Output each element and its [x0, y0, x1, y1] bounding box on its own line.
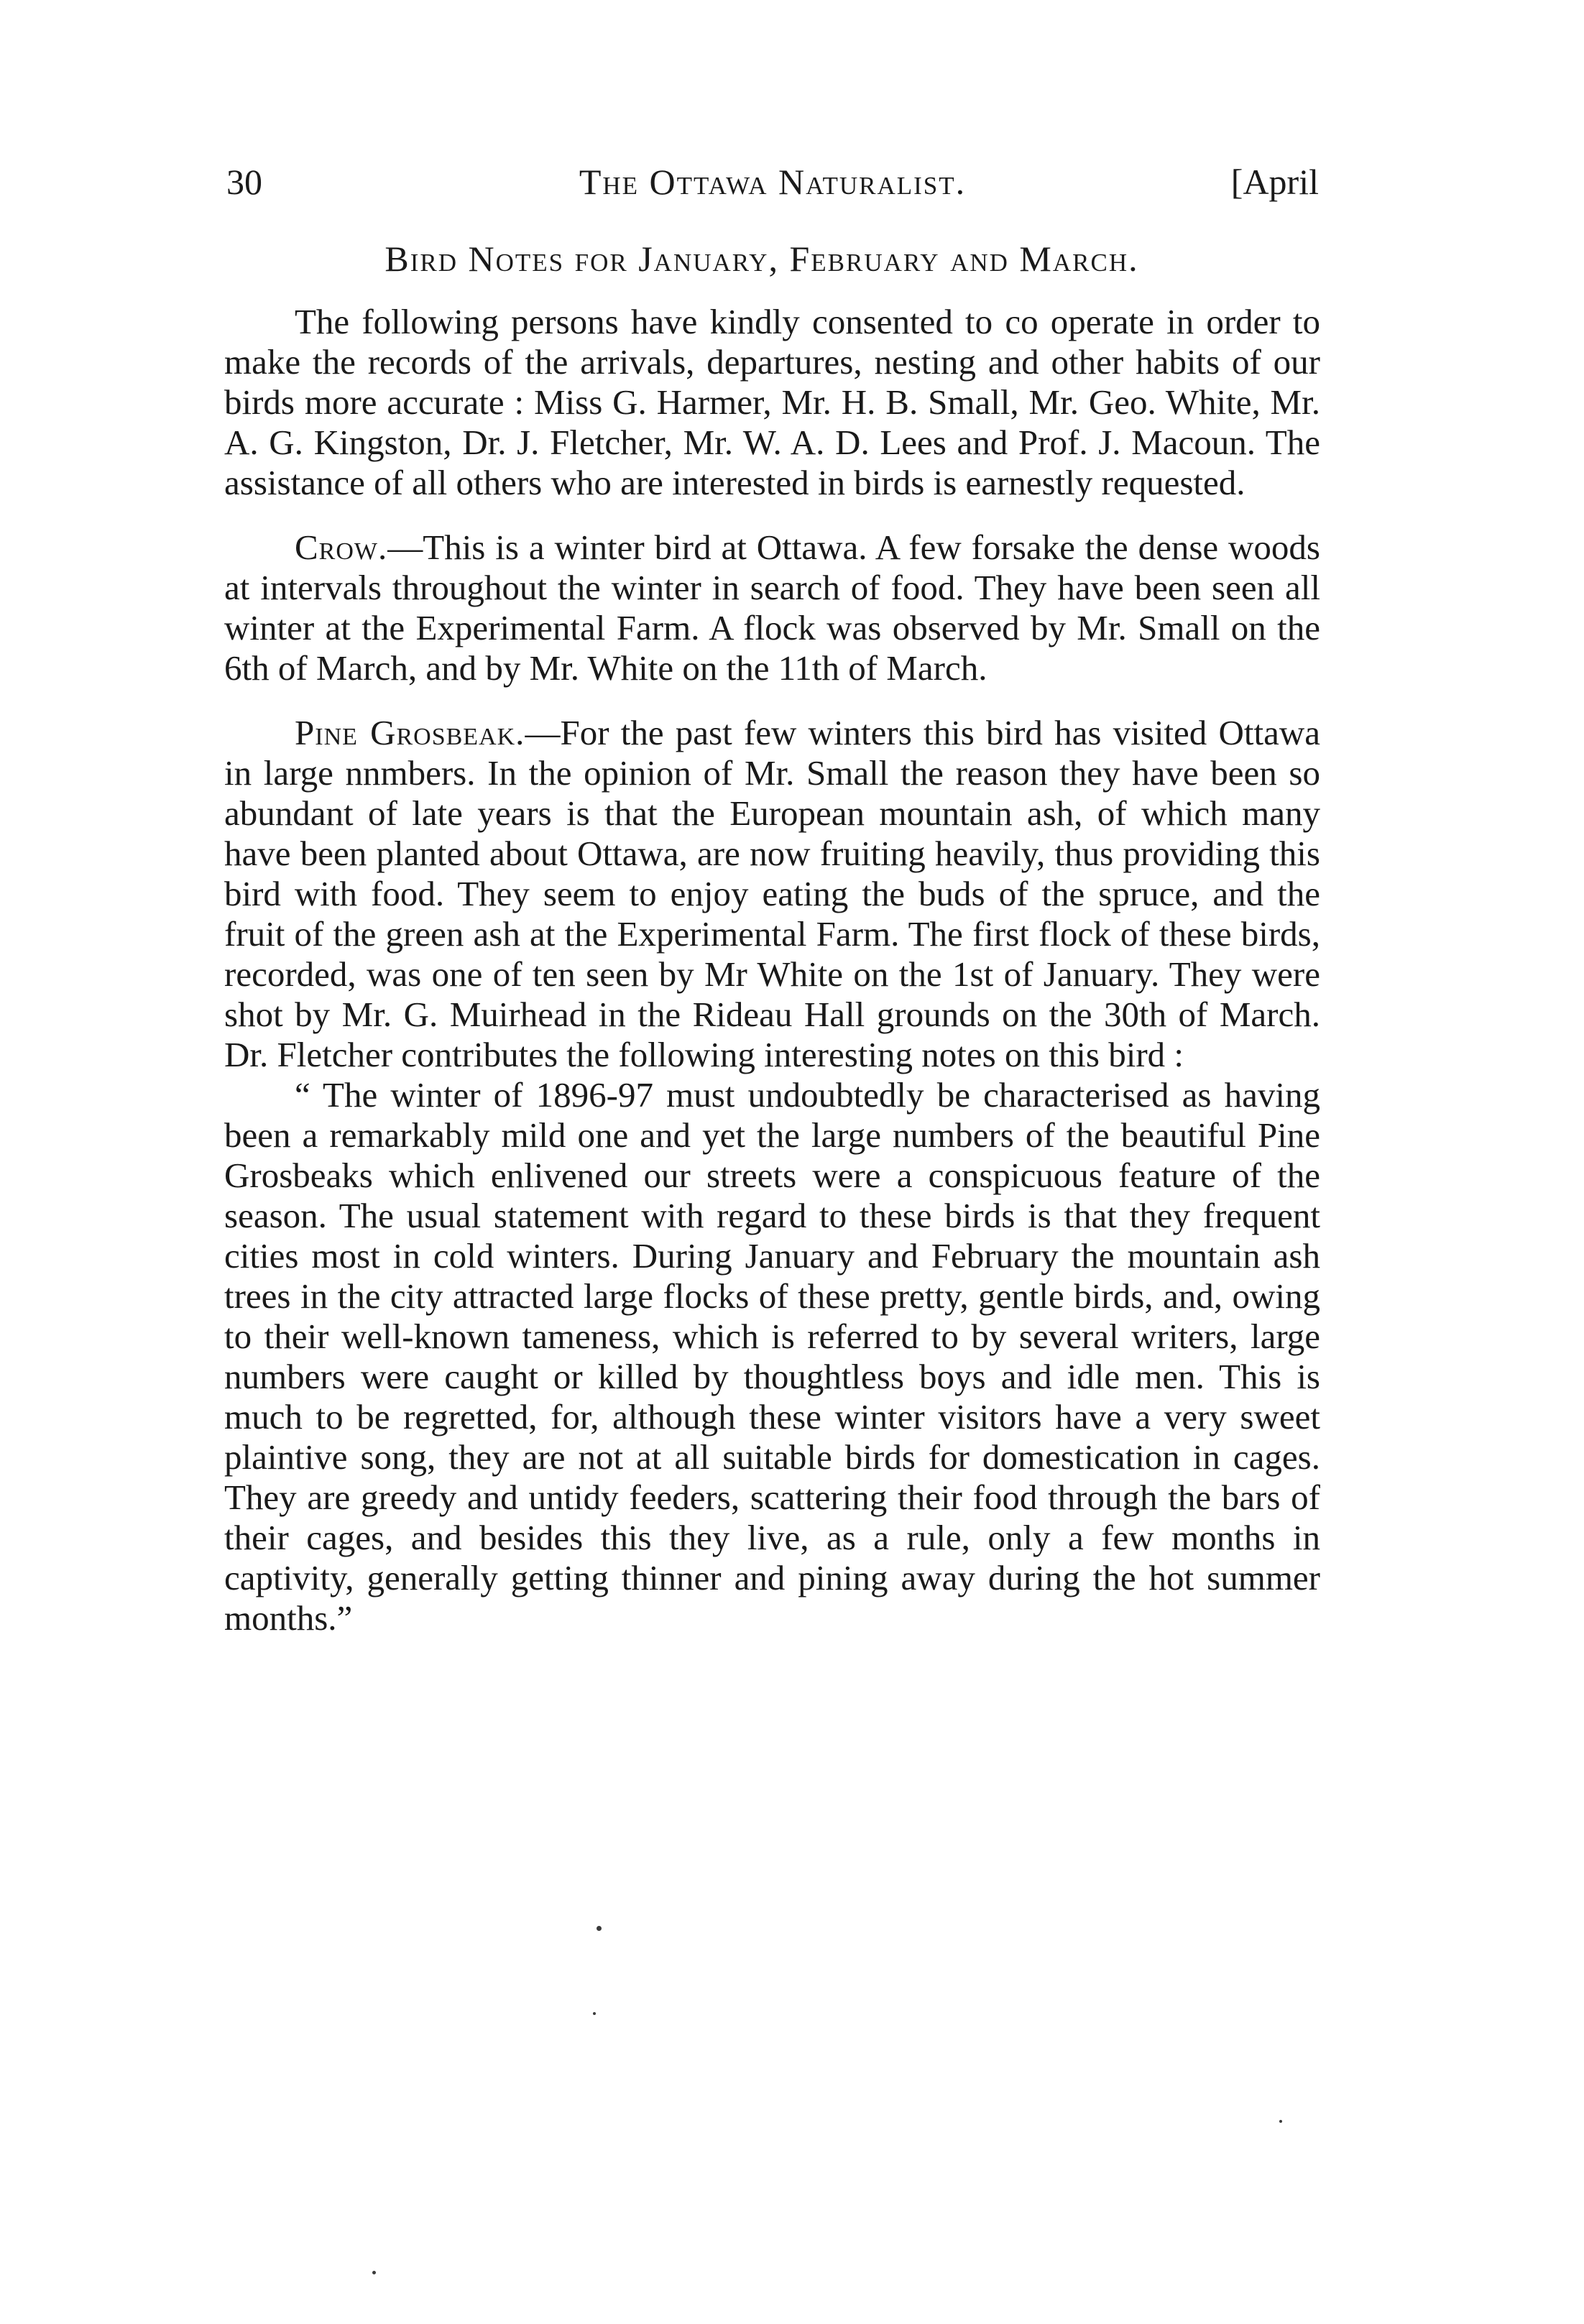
scan-speck — [1279, 2120, 1282, 2123]
species-name-crow: Crow. — [295, 527, 388, 567]
article-body — [224, 302, 1320, 1663]
intro-paragraph: The following persons have kindly consented to co operate in order to make the records of the arrivals, departures, nesting and other habits of our birds more accurate : Miss G. Harmer, Mr. H. B. Small, Mr. Geo. White, Mr. A. G. Kingston, Dr. J. Fletcher, Mr. W. A. D. Lees and Prof. J. Macoun. The assistance of all others who are interested in birds is earnestly requested. — [224, 302, 1320, 502]
page-number: 30 — [226, 162, 262, 202]
issue-month: [April — [1230, 162, 1319, 202]
pine-grosbeak-paragraph — [224, 713, 1320, 1075]
fletcher-quote-paragraph: “ The winter of 1896-97 must undoubtedly be characterised as having been a remarkably mild one and yet the large numbers of the beautiful Pine Grosbeaks which enlivened our streets were a conspicuous feature of the season. The usual statement with regard to these birds is that they frequent cities most in cold winters. During January and February the mountain ash trees in the city attracted large flocks of these pretty, gentle birds, and, owing to their well-known tameness, which is referred to by several writers, large numbers were caught or killed by thoughtless boys and idle men. This is much to be regretted, for, although these winter visitors have a very sweet plaintive song, they are not at all suitable birds for domestication in cages. They are greedy and untidy feeders, scattering their food through the bars of their cages, and besides this they live, as a rule, only a few months in captivity, generally getting thinner and pining away during the hot summer months.” — [224, 1075, 1320, 1638]
species-name-pine-grosbeak: Pine Grosbeak. — [295, 713, 525, 752]
journal-title: The Ottawa Naturalist. — [579, 162, 967, 202]
article-title: Bird Notes for January, February and March. — [385, 239, 1139, 279]
crow-paragraph — [224, 527, 1320, 688]
scan-speck — [593, 2012, 596, 2015]
pine-grosbeak-text: —For the past few winters this bird has visited Ottawa in large nnmbers. In the opinion of Mr. Small the reason they have been so abundant of late years is that the European mountain ash, of which many have been planted about Ottawa, are now fruiting heavily, thus providing this bird with food. They seem to enjoy eating the buds of the spruce, and the fruit of the green ash at the Experimental Farm. The first flock of these birds, recorded, was one of ten seen by Mr White on the 1st of January. They were shot by Mr. G. Muirhead in the Rideau Hall grounds on the 30th of March. Dr. Fletcher contributes the following interesting notes on this bird : — [224, 713, 1321, 1074]
scan-speck — [597, 1926, 602, 1931]
crow-text: —This is a winter bird at Ottawa. A few forsake the dense woods at intervals throughout the winter in search of food. They have been seen all winter at the Experimental Farm. A flock was observed by Mr. Small on the 6th of March, and by Mr. White on the 11th of March. — [224, 527, 1320, 688]
scan-speck — [372, 2271, 376, 2274]
running-header — [226, 157, 1319, 207]
